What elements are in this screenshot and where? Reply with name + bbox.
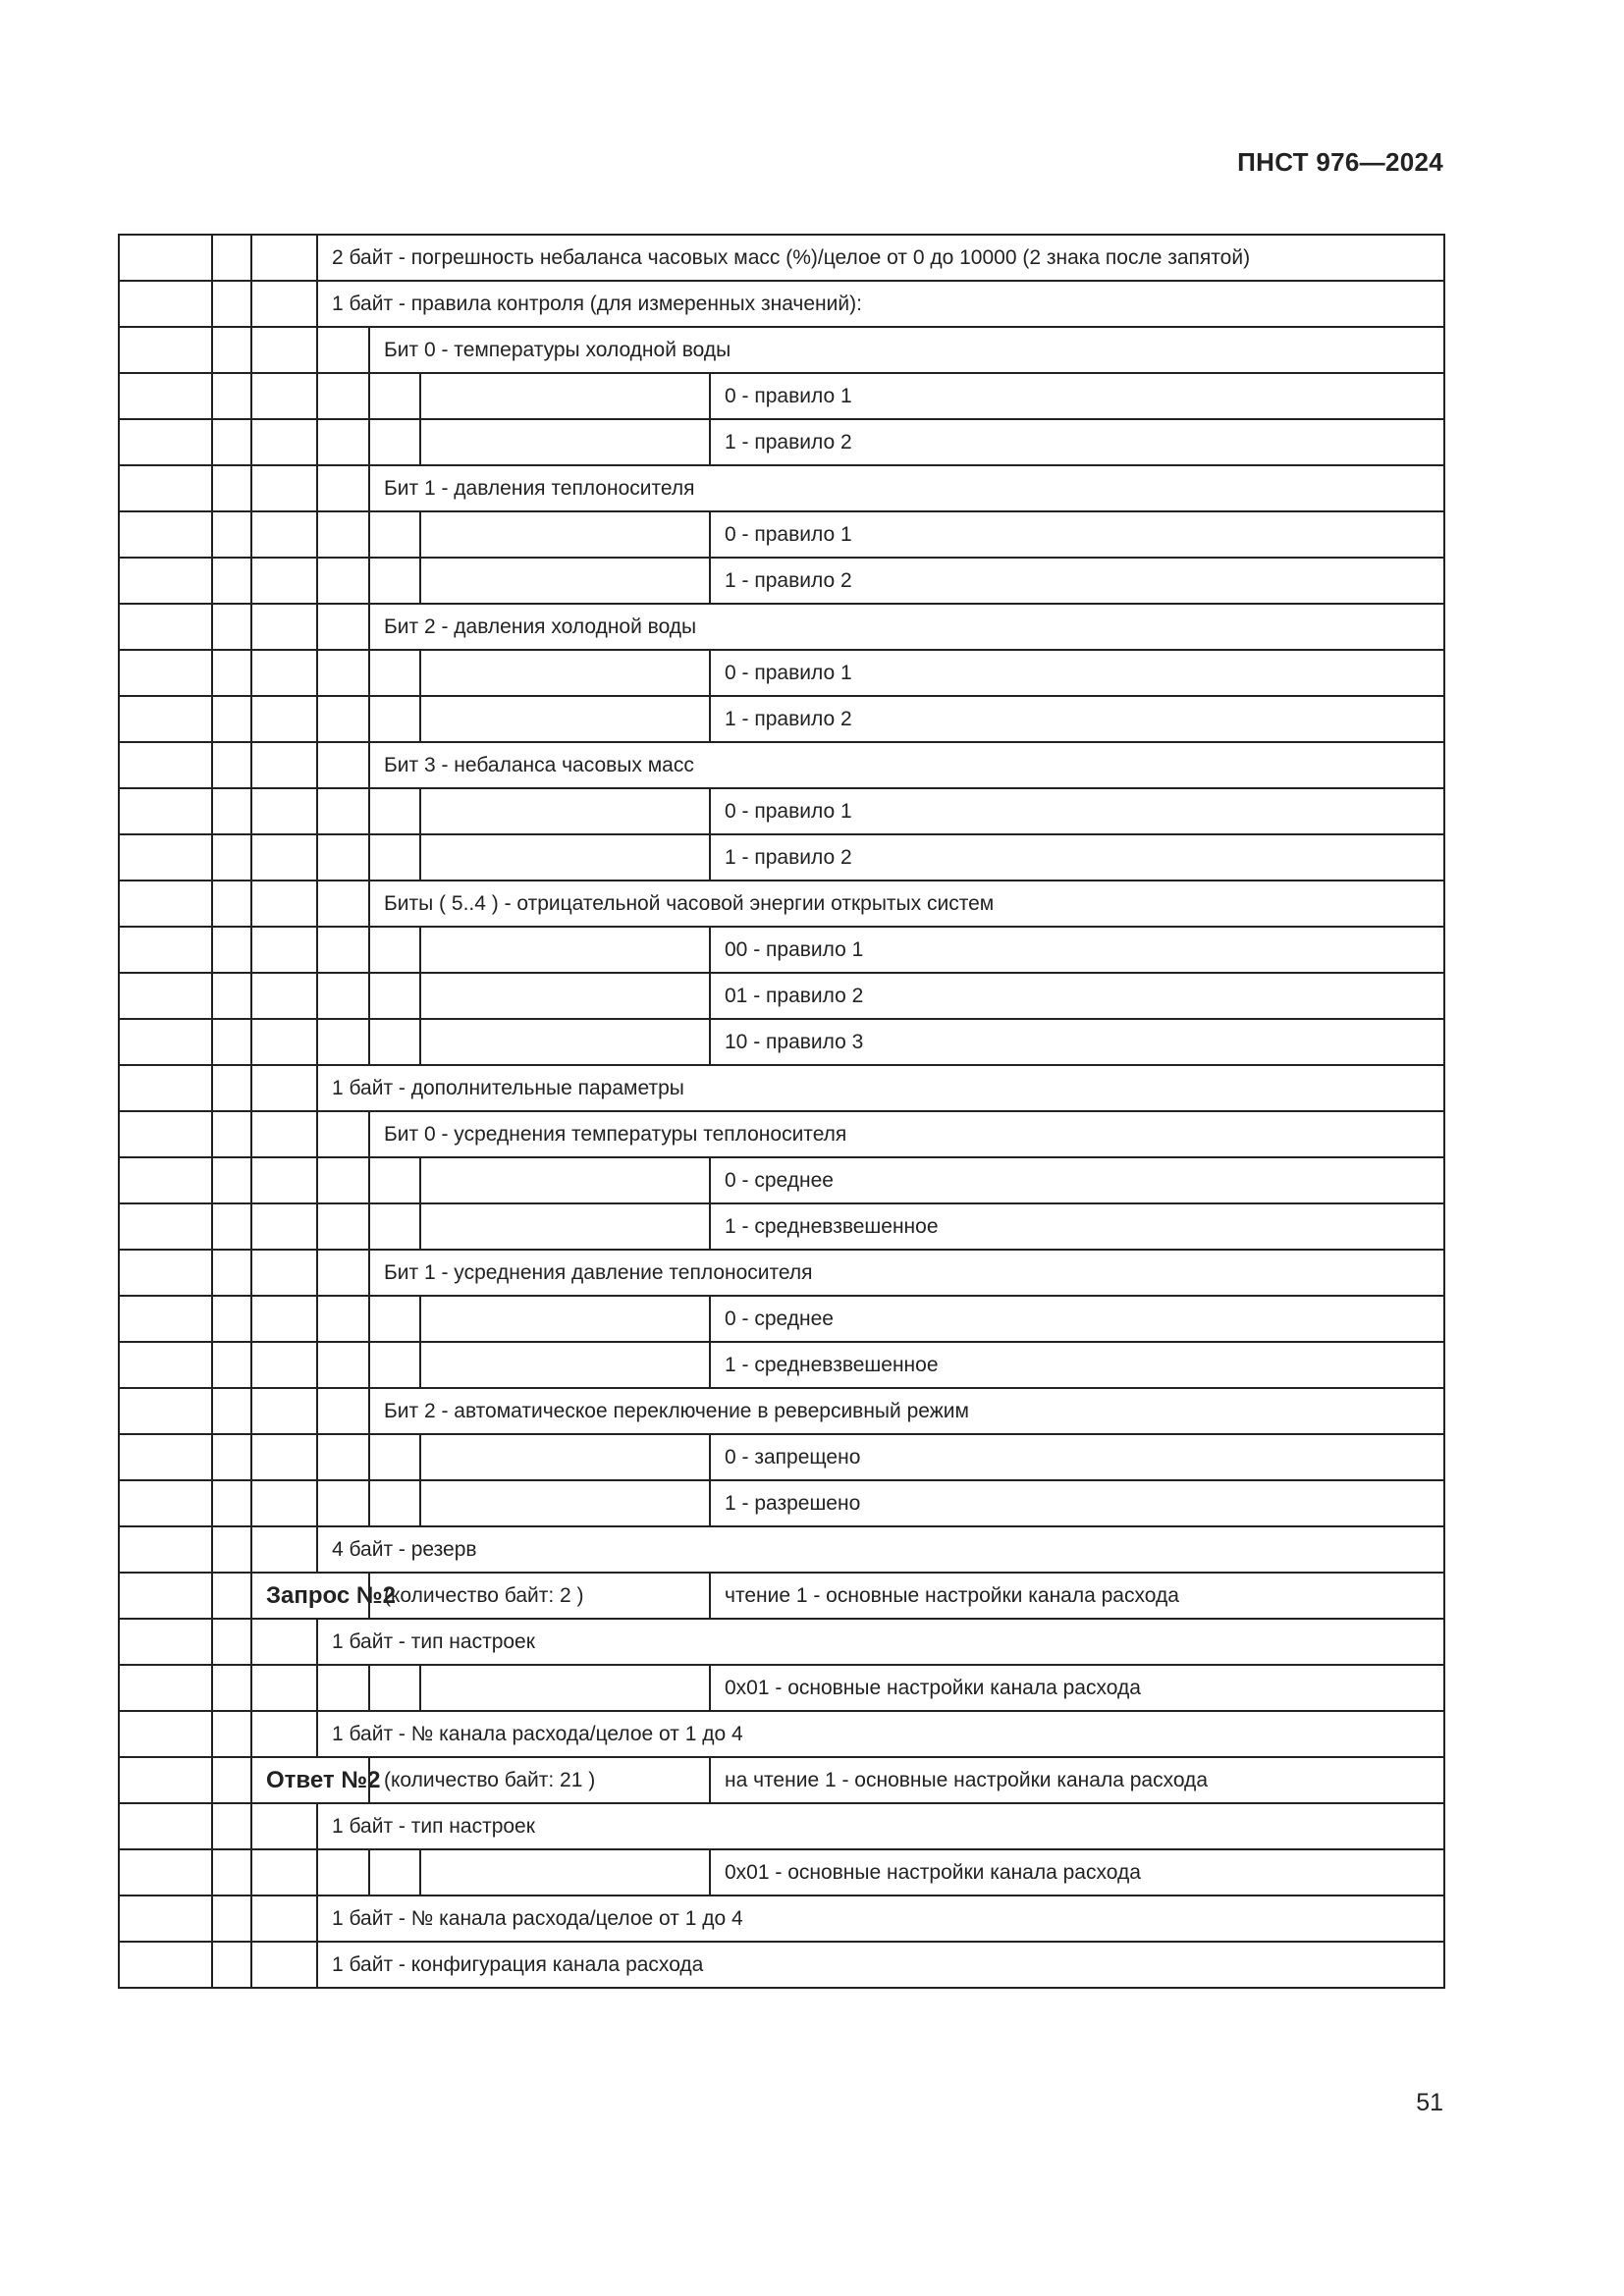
table-row [119, 650, 1444, 696]
table-cell [317, 327, 369, 373]
table-cell [212, 1573, 251, 1619]
table-cell [119, 1065, 212, 1111]
row-text: 0 - правило 1 [710, 788, 1444, 834]
table-cell [369, 1434, 420, 1480]
table-row [119, 604, 1444, 650]
table-row [119, 1803, 1444, 1849]
table-cell [317, 1019, 369, 1065]
table-cell [212, 927, 251, 973]
table-cell [212, 1019, 251, 1065]
table-cell [212, 558, 251, 604]
table-cell [119, 1665, 212, 1711]
table-cell [212, 1849, 251, 1896]
table-cell [251, 973, 317, 1019]
table-cell [212, 696, 251, 742]
table-cell [317, 1296, 369, 1342]
table-cell [119, 650, 212, 696]
table-row [119, 1480, 1444, 1526]
table-row [119, 742, 1444, 788]
table-row [119, 881, 1444, 927]
table-cell [317, 1250, 369, 1296]
table-cell [420, 788, 710, 834]
table-cell [317, 1342, 369, 1388]
table-cell [251, 1296, 317, 1342]
row-text: 0x01 - основные настройки канала расхода [710, 1665, 1444, 1711]
table-cell [420, 973, 710, 1019]
table-cell [420, 1849, 710, 1896]
table-cell [251, 1434, 317, 1480]
row-text: 0 - правило 1 [710, 511, 1444, 558]
table-cell [420, 558, 710, 604]
row-text: 4 байт - резерв [317, 1526, 1444, 1573]
table-cell [420, 927, 710, 973]
table-body [119, 235, 1444, 1988]
row-text: 1 - правило 2 [710, 834, 1444, 881]
table-cell [212, 281, 251, 327]
row-text: 01 - правило 2 [710, 973, 1444, 1019]
table-cell [251, 419, 317, 465]
table-cell [212, 1480, 251, 1526]
table-cell [369, 834, 420, 881]
table-cell [212, 419, 251, 465]
table-row [119, 1250, 1444, 1296]
table-row [119, 1296, 1444, 1342]
row-text: 1 - правило 2 [710, 558, 1444, 604]
table-cell [420, 1480, 710, 1526]
table-cell [369, 419, 420, 465]
table-cell [251, 788, 317, 834]
table-row [119, 696, 1444, 742]
table-cell [119, 1203, 212, 1250]
table-cell [317, 1849, 369, 1896]
table-cell [212, 1342, 251, 1388]
table-cell [119, 1942, 212, 1988]
table-cell [420, 834, 710, 881]
table-cell [251, 1665, 317, 1711]
row-text: 0 - среднее [710, 1157, 1444, 1203]
table-cell [212, 604, 251, 650]
table-cell [119, 742, 212, 788]
table-cell [212, 327, 251, 373]
table-cell [119, 1480, 212, 1526]
row-text: 1 байт - тип настроек [317, 1619, 1444, 1665]
table-cell [317, 742, 369, 788]
table-cell [212, 742, 251, 788]
table-cell [420, 511, 710, 558]
table-cell [420, 650, 710, 696]
table-cell [119, 696, 212, 742]
table-cell [251, 235, 317, 281]
row-text: Бит 1 - давления теплоносителя [369, 465, 1444, 511]
byte-count: (количество байт: 21 ) [369, 1757, 710, 1803]
row-text: 1 байт - тип настроек [317, 1803, 1444, 1849]
table-row [119, 1065, 1444, 1111]
table-cell [251, 281, 317, 327]
table-cell [369, 1203, 420, 1250]
request-label: Ответ №2 [251, 1757, 369, 1803]
byte-count: (количество байт: 2 ) [369, 1573, 710, 1619]
table-cell [212, 1526, 251, 1573]
row-text: 2 байт - погрешность небаланса часовых масс (%)/целое от 0 до 10000 (2 знака после запятой) [317, 235, 1444, 281]
table-cell [317, 650, 369, 696]
table-cell [251, 373, 317, 419]
table-cell [251, 742, 317, 788]
table-cell [212, 1434, 251, 1480]
table-cell [119, 788, 212, 834]
table-cell [212, 1203, 251, 1250]
protocol-table [118, 234, 1445, 1989]
table-cell [251, 650, 317, 696]
table-cell [317, 788, 369, 834]
row-text: Бит 2 - давления холодной воды [369, 604, 1444, 650]
table-cell [369, 1480, 420, 1526]
table-row [119, 327, 1444, 373]
table-cell [212, 1803, 251, 1849]
table-cell [251, 881, 317, 927]
table-cell [317, 881, 369, 927]
table-cell [317, 419, 369, 465]
table-cell [119, 1434, 212, 1480]
table-row [119, 558, 1444, 604]
table-cell [420, 373, 710, 419]
table-row [119, 1757, 1444, 1803]
table-row [119, 419, 1444, 465]
table-cell [251, 1111, 317, 1157]
table-row [119, 1157, 1444, 1203]
table-cell [420, 1203, 710, 1250]
table-row [119, 1111, 1444, 1157]
table-cell [317, 1111, 369, 1157]
table-cell [369, 973, 420, 1019]
table-cell [119, 1803, 212, 1849]
row-text: 10 - правило 3 [710, 1019, 1444, 1065]
table-row [119, 235, 1444, 281]
table-cell [420, 419, 710, 465]
table-cell [251, 558, 317, 604]
table-cell [119, 1111, 212, 1157]
table-cell [119, 1849, 212, 1896]
table-row [119, 927, 1444, 973]
table-cell [251, 1526, 317, 1573]
table-cell [251, 327, 317, 373]
row-text: 1 байт - № канала расхода/целое от 1 до 4 [317, 1896, 1444, 1942]
table-cell [369, 1296, 420, 1342]
table-cell [317, 1434, 369, 1480]
table-row [119, 1896, 1444, 1942]
row-text: Бит 0 - температуры холодной воды [369, 327, 1444, 373]
table-row [119, 1942, 1444, 1988]
table-cell [369, 1342, 420, 1388]
table-cell [212, 1296, 251, 1342]
table-cell [317, 1388, 369, 1434]
table-cell [317, 511, 369, 558]
table-cell [369, 650, 420, 696]
table-cell [212, 1111, 251, 1157]
table-cell [119, 281, 212, 327]
table-cell [369, 511, 420, 558]
table-cell [251, 834, 317, 881]
table-cell [212, 1711, 251, 1757]
table-cell [317, 834, 369, 881]
table-cell [251, 1203, 317, 1250]
table-cell [369, 1849, 420, 1896]
row-text: Бит 3 - небаланса часовых масс [369, 742, 1444, 788]
table-cell [119, 1019, 212, 1065]
table-cell [119, 834, 212, 881]
table-cell [369, 788, 420, 834]
table-row [119, 1526, 1444, 1573]
table-row [119, 788, 1444, 834]
table-cell [369, 927, 420, 973]
table-cell [317, 1480, 369, 1526]
table-cell [212, 1896, 251, 1942]
table-cell [119, 973, 212, 1019]
row-text: Бит 0 - усреднения температуры теплоносителя [369, 1111, 1444, 1157]
request-description: чтение 1 - основные настройки канала расхода [710, 1573, 1444, 1619]
row-text: 1 - средневзвешенное [710, 1342, 1444, 1388]
table-cell [212, 511, 251, 558]
row-text: 1 - средневзвешенное [710, 1203, 1444, 1250]
table-row [119, 465, 1444, 511]
table-cell [369, 1019, 420, 1065]
table-cell [317, 373, 369, 419]
page-number: 51 [1416, 2089, 1443, 2116]
table-cell [251, 1388, 317, 1434]
table-cell [251, 927, 317, 973]
table-cell [119, 604, 212, 650]
table-cell [420, 696, 710, 742]
row-text: 1 - правило 2 [710, 419, 1444, 465]
table-cell [317, 1665, 369, 1711]
table-cell [212, 1942, 251, 1988]
row-text: 0x01 - основные настройки канала расхода [710, 1849, 1444, 1896]
table-cell [119, 1526, 212, 1573]
table-cell [119, 1711, 212, 1757]
table-row [119, 1665, 1444, 1711]
table-row [119, 1388, 1444, 1434]
row-text: 1 байт - дополнительные параметры [317, 1065, 1444, 1111]
table-cell [212, 1250, 251, 1296]
table-cell [251, 1803, 317, 1849]
row-text: 1 байт - конфигурация канала расхода [317, 1942, 1444, 1988]
table-cell [119, 881, 212, 927]
table-cell [119, 1250, 212, 1296]
table-cell [212, 235, 251, 281]
table-cell [420, 1019, 710, 1065]
table-cell [119, 1757, 212, 1803]
table-row [119, 1434, 1444, 1480]
table-cell [212, 881, 251, 927]
row-text: Бит 2 - автоматическое переключение в реверсивный режим [369, 1388, 1444, 1434]
table-cell [119, 373, 212, 419]
table-cell [212, 788, 251, 834]
table-cell [212, 465, 251, 511]
table-row [119, 373, 1444, 419]
table-row [119, 1573, 1444, 1619]
table-row [119, 281, 1444, 327]
table-cell [251, 696, 317, 742]
table-cell [119, 1342, 212, 1388]
table-row [119, 1619, 1444, 1665]
row-text: 1 - разрешено [710, 1480, 1444, 1526]
table-cell [369, 373, 420, 419]
table-cell [251, 465, 317, 511]
table-cell [212, 373, 251, 419]
table-cell [251, 1250, 317, 1296]
table-row [119, 1019, 1444, 1065]
row-text: Биты ( 5..4 ) - отрицательной часовой энергии открытых систем [369, 881, 1444, 927]
table-row [119, 1849, 1444, 1896]
table-cell [119, 1157, 212, 1203]
table-cell [369, 558, 420, 604]
row-text: 1 - правило 2 [710, 696, 1444, 742]
table-cell [212, 834, 251, 881]
table-cell [119, 419, 212, 465]
table-cell [369, 1665, 420, 1711]
table-cell [317, 973, 369, 1019]
table-cell [119, 558, 212, 604]
table-cell [212, 973, 251, 1019]
row-text: 0 - правило 1 [710, 373, 1444, 419]
table-cell [251, 1019, 317, 1065]
table-cell [251, 1896, 317, 1942]
row-text: 0 - запрещено [710, 1434, 1444, 1480]
table-cell [212, 1665, 251, 1711]
table-cell [251, 1480, 317, 1526]
row-text: 1 байт - № канала расхода/целое от 1 до 4 [317, 1711, 1444, 1757]
table-cell [212, 1757, 251, 1803]
table-cell [251, 1619, 317, 1665]
table-cell [212, 1065, 251, 1111]
table-cell [119, 1388, 212, 1434]
table-cell [317, 604, 369, 650]
row-text: 0 - среднее [710, 1296, 1444, 1342]
table-cell [317, 1157, 369, 1203]
table-row [119, 1711, 1444, 1757]
table-cell [251, 604, 317, 650]
table-row [119, 973, 1444, 1019]
table-cell [420, 1665, 710, 1711]
table-cell [420, 1434, 710, 1480]
table-cell [251, 1942, 317, 1988]
table-cell [212, 650, 251, 696]
table-cell [317, 696, 369, 742]
table-cell [119, 1896, 212, 1942]
table-cell [119, 1619, 212, 1665]
table-cell [119, 511, 212, 558]
row-text: 00 - правило 1 [710, 927, 1444, 973]
table-cell [251, 1065, 317, 1111]
row-text: 1 байт - правила контроля (для измеренных значений): [317, 281, 1444, 327]
row-text: 0 - правило 1 [710, 650, 1444, 696]
table-cell [317, 927, 369, 973]
document-header: ПНСТ 976—2024 [1237, 147, 1443, 177]
request-label: Запрос №2 [251, 1573, 369, 1619]
table-row [119, 1342, 1444, 1388]
table-cell [212, 1388, 251, 1434]
table-cell [420, 1157, 710, 1203]
table-cell [119, 1573, 212, 1619]
row-text: Бит 1 - усреднения давление теплоносителя [369, 1250, 1444, 1296]
table-row [119, 1203, 1444, 1250]
table-cell [212, 1619, 251, 1665]
table-cell [317, 558, 369, 604]
table-cell [119, 235, 212, 281]
table-cell [251, 1342, 317, 1388]
table-cell [119, 327, 212, 373]
table-cell [317, 465, 369, 511]
table-cell [420, 1296, 710, 1342]
request-description: на чтение 1 - основные настройки канала расхода [710, 1757, 1444, 1803]
table-cell [369, 696, 420, 742]
table-cell [251, 511, 317, 558]
table-cell [119, 927, 212, 973]
table-cell [251, 1849, 317, 1896]
table-cell [119, 465, 212, 511]
table-cell [369, 1157, 420, 1203]
table-row [119, 834, 1444, 881]
table-cell [317, 1203, 369, 1250]
table-cell [251, 1157, 317, 1203]
table-cell [212, 1157, 251, 1203]
table-row [119, 511, 1444, 558]
table-cell [251, 1711, 317, 1757]
table-cell [420, 1342, 710, 1388]
table-cell [119, 1296, 212, 1342]
